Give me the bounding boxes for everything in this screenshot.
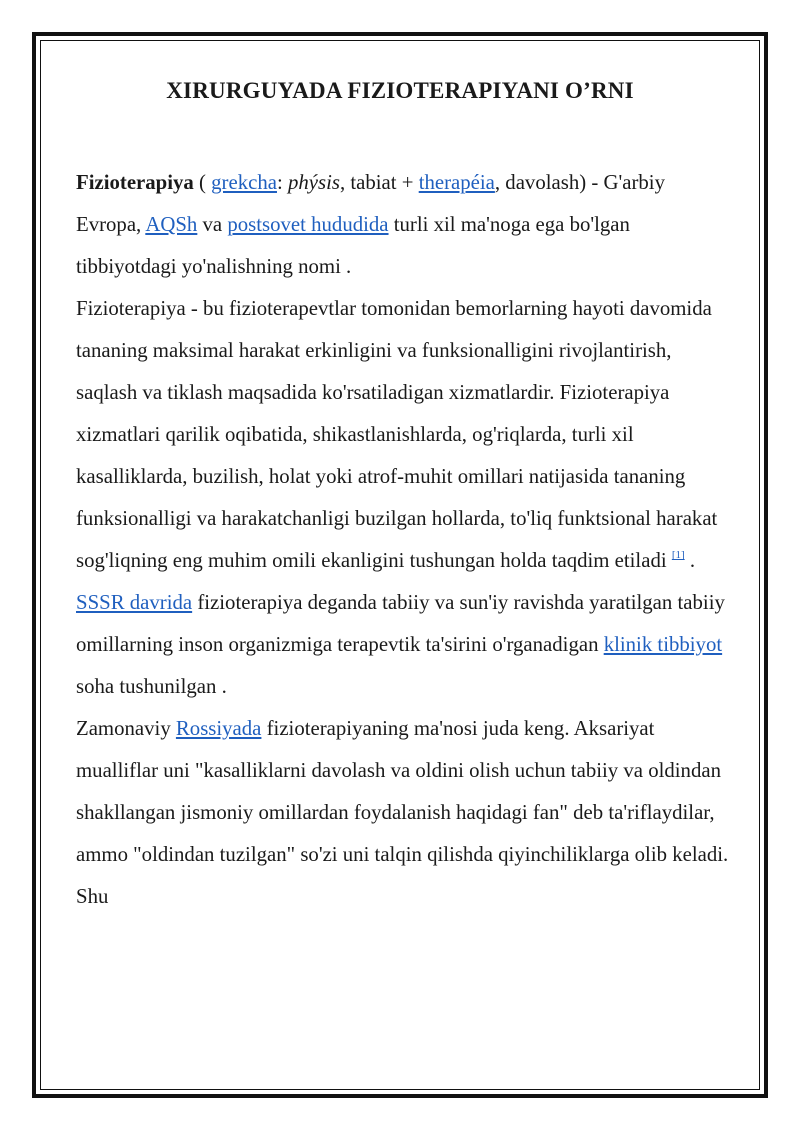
link-rossiyada[interactable]: Rossiyada	[175, 717, 262, 740]
link-grekcha[interactable]: grekcha	[211, 171, 277, 194]
link-sssr-davrida[interactable]: SSSR davrida	[76, 591, 193, 614]
link-therapeia[interactable]: therapéia	[418, 171, 495, 194]
footnote-link[interactable]: [1]	[671, 549, 685, 561]
link-klinik-tibbiyot[interactable]: klinik tibbiyot	[603, 633, 723, 656]
link-postsovet-hududida[interactable]: postsovet hududida	[227, 213, 389, 236]
term-physis: phýsis	[287, 171, 340, 194]
paragraph-rossiya: Zamonaviy Rossiyada fizioterapiyaning ma'nosi juda keng. Aksariyat mualliflar uni "kasalliklarni davolash va oldini olish uchun tabiiy va oldindan shakllangan jismoniy omillardan foydalanish haqidagi fan" deb ta'riflaydilar, ammo "oldindan tuzilgan" so'zi uni talqin qilishda qiyinchiliklarga olib keladi. Shu	[76, 717, 729, 908]
paragraph-services: Fizioterapiya - bu fizioterapevtlar tomonidan bemorlarning hayoti davomida tananing maksimal harakat erkinligini va funksionalligini rivojlantirish, saqlash va tiklash maqsadida ko'rsatiladigan xizmatlardir. Fizioterapiya xizmatlari qarilik oqibatida, shikastlanishlarda, og'riqlarda, turli xil kasalliklarda, buzilish, holat yoki atrof-muhit omillari natijasida tananing funksionalligi va harakatchanligi buzilgan hollarda, to'liq funktsional harakat sog'liqning eng muhim omili ekanligini tushungan holda taqdim etiladi [1] .	[76, 297, 718, 572]
footnote-ref-1[interactable]	[672, 549, 685, 561]
term-fizioterapiya: Fizioterapiya	[76, 171, 194, 194]
document-title: XIRURGUYADA FIZIOTERAPIYANI O’RNI	[166, 78, 634, 103]
paragraph-sssr: SSSR davrida fizioterapiya deganda tabiiy va sun'iy ravishda yaratilgan tabiiy omillarning inson organizmiga terapevtik ta'sirini o'rganadigan klinik tibbiyot soha tushunilgan .	[76, 591, 725, 698]
document-body	[76, 162, 732, 918]
paragraph-definition: Fizioterapiya ( grekcha: phýsis, tabiat + therapéia, davolash) - G'arbiy Evropa, AQSh va postsovet hududida turli xil ma'noga ega bo'lgan tibbiyotdagi yo'nalishning nomi .	[76, 171, 665, 278]
link-aqsh[interactable]: AQSh	[145, 213, 198, 236]
